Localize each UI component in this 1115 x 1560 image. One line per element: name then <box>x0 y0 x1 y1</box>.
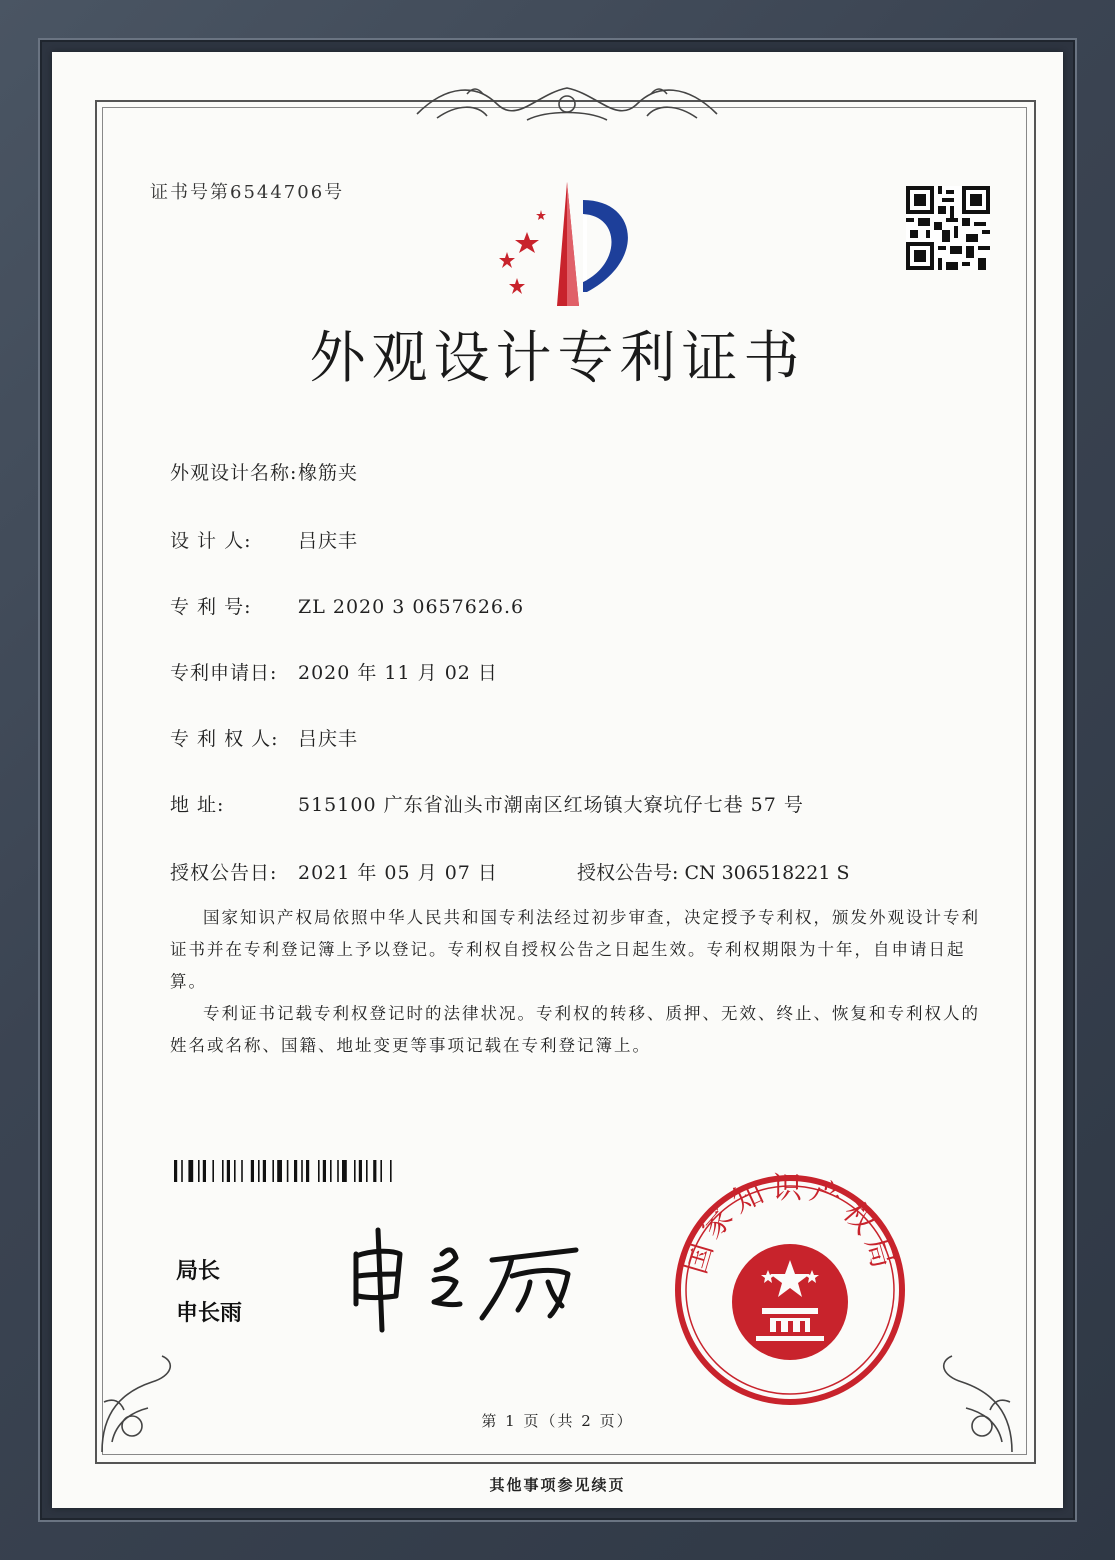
paragraph-grant-statement: 国家知识产权局依照中华人民共和国专利法经过初步审查，决定授予专利权，颁发外观设计专利证书并在专利登记簿上予以登记。专利权自授权公告之日起生效。专利权期限为十年，自申请日起算。 <box>170 908 980 991</box>
certificate-title: 外观设计专利证书 <box>309 326 806 391</box>
field-application-date <box>170 658 498 685</box>
field-value: 515100 广东省汕头市潮南区红场镇大寮坑仔七巷 57 号 <box>298 794 804 816</box>
certificate-number: 证书号第6544706号 <box>150 182 345 203</box>
field-designer <box>170 526 358 553</box>
top-ornament <box>407 74 727 134</box>
patent-office-logo <box>487 180 647 310</box>
director-title: 局长 <box>176 1259 221 1284</box>
field-value: 2021 年 05 月 07 日 <box>298 862 498 884</box>
page-number: 第 1 页（共 2 页） <box>481 1412 634 1430</box>
field-value: CN 306518221 S <box>684 862 850 884</box>
bottom-left-ornament <box>92 1342 182 1462</box>
field-label: 外观设计名称: <box>170 462 298 484</box>
official-seal <box>670 1170 910 1410</box>
field-announcement-number <box>577 858 850 885</box>
field-label: 设 计 人: <box>170 530 252 552</box>
field-value: 橡筋夹 <box>298 462 359 484</box>
bottom-right-ornament <box>932 1342 1022 1462</box>
field-address <box>170 790 804 817</box>
field-value: 2020 年 11 月 02 日 <box>298 662 498 684</box>
field-grant-date <box>170 858 498 885</box>
barcode <box>174 1160 456 1182</box>
field-label: 专 利 号: <box>170 596 252 618</box>
paragraph-legal-note: 专利证书记载专利权登记时的法律状况。专利权的转移、质押、无效、终止、恢复和专利权人的姓名或名称、国籍、地址变更等事项记载在专利登记簿上。 <box>170 1004 980 1055</box>
footer-note: 其他事项参见续页 <box>489 1476 626 1494</box>
field-label: 地 址: <box>170 794 225 816</box>
field-patentee <box>170 724 358 751</box>
field-value: ZL 2020 3 0657626.6 <box>298 596 525 618</box>
field-design-name <box>170 458 358 485</box>
field-value: 吕庆丰 <box>298 728 359 750</box>
field-label: 专利申请日: <box>170 662 278 684</box>
field-label: 专 利 权 人: <box>170 728 279 750</box>
qr-code <box>906 186 990 270</box>
certificate-paper <box>52 52 1063 1508</box>
seal-text: 国家知识产权局 <box>678 1170 902 1278</box>
field-patent-number <box>170 592 524 619</box>
director-signature <box>342 1224 592 1334</box>
field-label: 授权公告号: <box>577 862 679 884</box>
director-name: 申长雨 <box>176 1301 243 1326</box>
field-label: 授权公告日: <box>170 862 278 884</box>
field-value: 吕庆丰 <box>298 530 359 552</box>
